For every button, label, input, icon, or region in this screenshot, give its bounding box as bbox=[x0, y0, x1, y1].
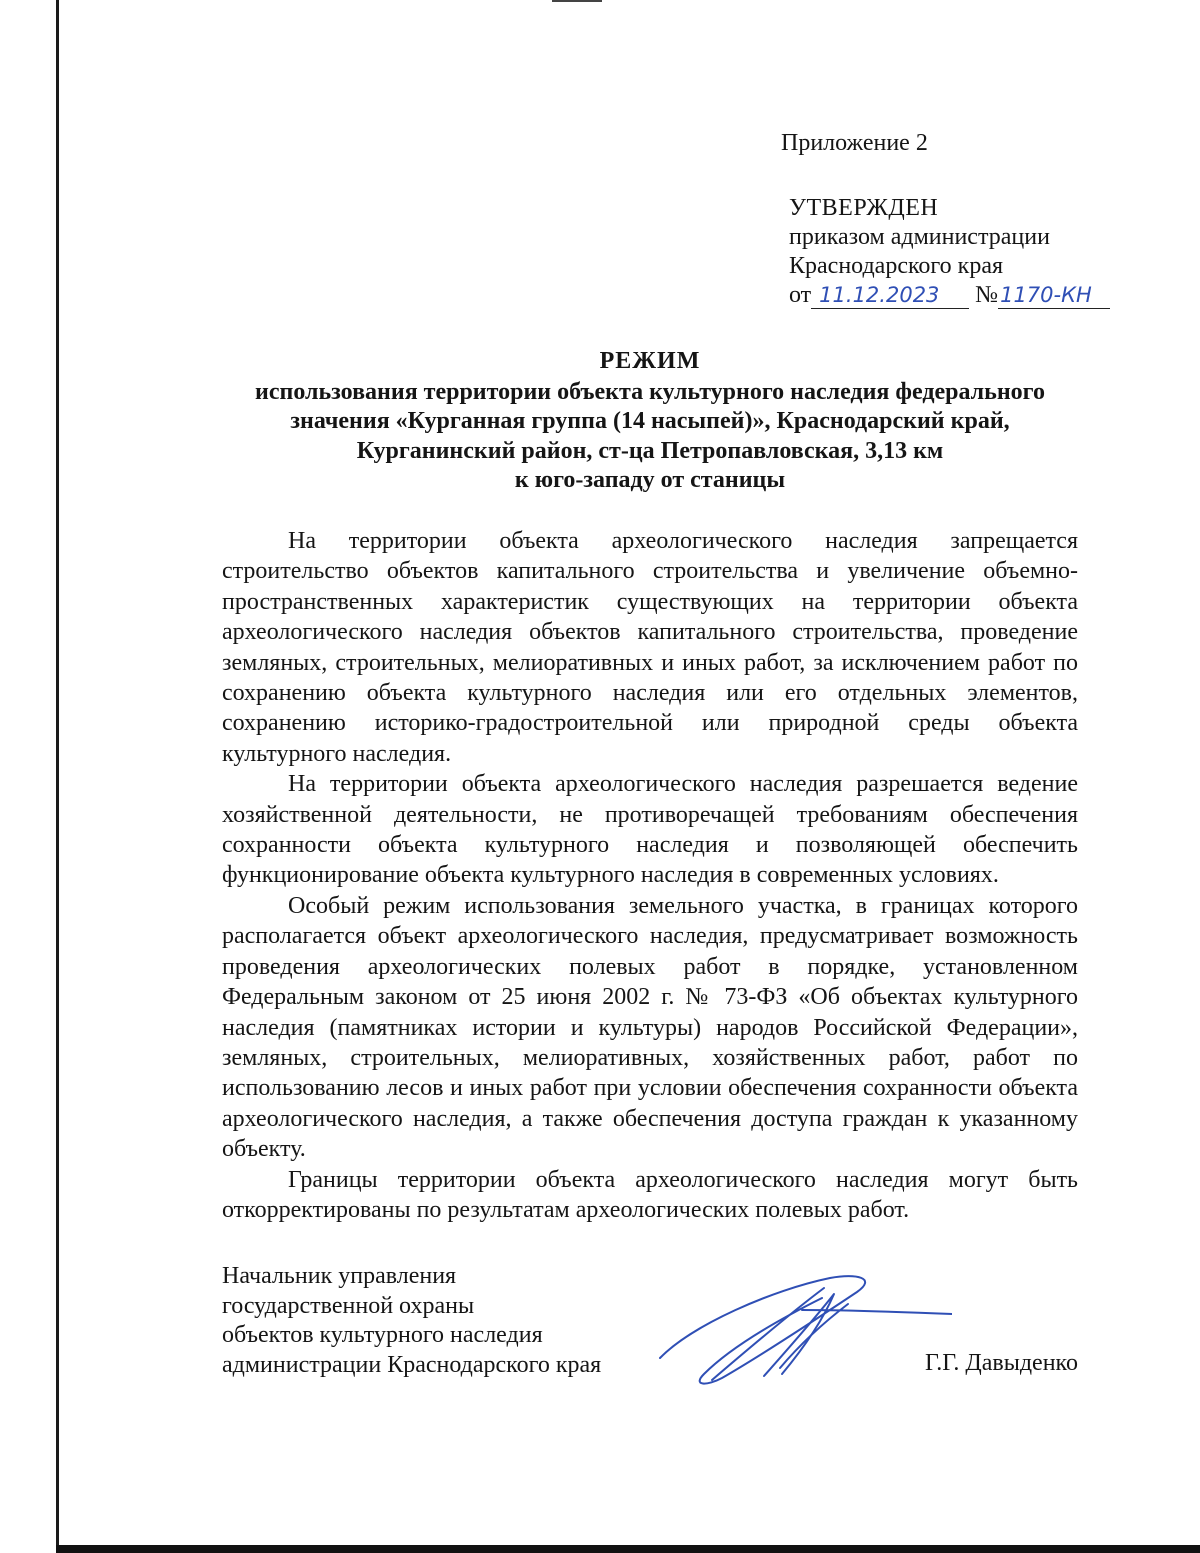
title-line-4: к юго-западу от станицы bbox=[514, 467, 786, 493]
position-line-3: объектов культурного наследия bbox=[222, 1322, 543, 1348]
paragraph-prohibitions: На территории объекта археологического наследия запрещается строительство объектов капитального строительства и увеличение объемно-пространственных характеристик существующих на территории объекта археологического наследия объектов капитального строительства, проведение земляных, строительных, мелиоративных и иных работ, за исключением работ по сохранению объекта культурного наследия или его отдельных элементов, сохранению историко-градостроительной или природной среды объекта культурного наследия. bbox=[222, 528, 1078, 767]
paragraph-special-regime: Особый режим использования земельного участка, в границах которого располагается объект археологического наследия, предусматривает возможность проведения археологических полевых работ в порядке, установленном Федеральным законом от 25 июня 2002 г. № 73-ФЗ «Об объектах культурного наследия (памятниках истории и культуры) народов Российской Федерации», земляных, строительных, мелиоративных, хозяйственных работ, работ по использованию лесов и иных работ при условии обеспечения сохранности объекта археологического наследия, а также обеспечения доступа граждан к указанному объекту. bbox=[222, 892, 1078, 1163]
scan-edge-left bbox=[56, 0, 59, 1553]
signer-position bbox=[222, 1262, 662, 1380]
title-word: РЕЖИМ bbox=[599, 348, 701, 374]
title-line-2: значения «Курганная группа (14 насыпей)», Краснодарский край, bbox=[290, 408, 1010, 434]
order-date-line bbox=[789, 281, 1110, 310]
signer-name: Г.Г. Давыденко bbox=[925, 1350, 1078, 1376]
document-title bbox=[200, 347, 1100, 496]
body-text bbox=[222, 526, 1078, 1225]
approved-by-line-1: приказом администрации bbox=[789, 224, 1050, 250]
position-line-1: Начальник управления bbox=[222, 1263, 457, 1289]
appendix-label: Приложение 2 bbox=[781, 130, 928, 156]
signature-area bbox=[222, 1262, 1078, 1392]
scan-edge-bottom bbox=[56, 1545, 1200, 1553]
approved-label: УТВЕРЖДЕН bbox=[789, 195, 939, 221]
position-line-2: государственной охраны bbox=[222, 1292, 475, 1319]
title-line-3: Курганинский район, ст-ца Петропавловская, 3,13 км bbox=[356, 437, 944, 464]
title-line-1: использования территории объекта культурного наследия федерального bbox=[255, 378, 1045, 405]
date-prefix: от bbox=[789, 282, 812, 308]
paragraph-boundaries: Границы территории объекта археологического наследия могут быть откорректированы по результатам археологических полевых работ. bbox=[222, 1166, 1078, 1223]
handwritten-number: 1170-КН bbox=[998, 282, 1110, 309]
number-prefix: № bbox=[975, 282, 999, 308]
signature-icon bbox=[652, 1270, 952, 1390]
scan-mark-top bbox=[552, 0, 602, 2]
position-line-4: администрации Краснодарского края bbox=[222, 1351, 602, 1378]
approved-by-line-2: Краснодарского края bbox=[789, 253, 1004, 279]
paragraph-permitted-activity: На территории объекта археологического наследия разрешается ведение хозяйственной деятельности, не противоречащей требованиям обеспечения сохранности объекта культурного наследия и позволяющей обеспечить функционирование объекта культурного наследия в современных условиях. bbox=[222, 771, 1078, 889]
handwritten-date: 11.12.2023 bbox=[811, 282, 969, 309]
approval-block bbox=[789, 194, 1110, 310]
